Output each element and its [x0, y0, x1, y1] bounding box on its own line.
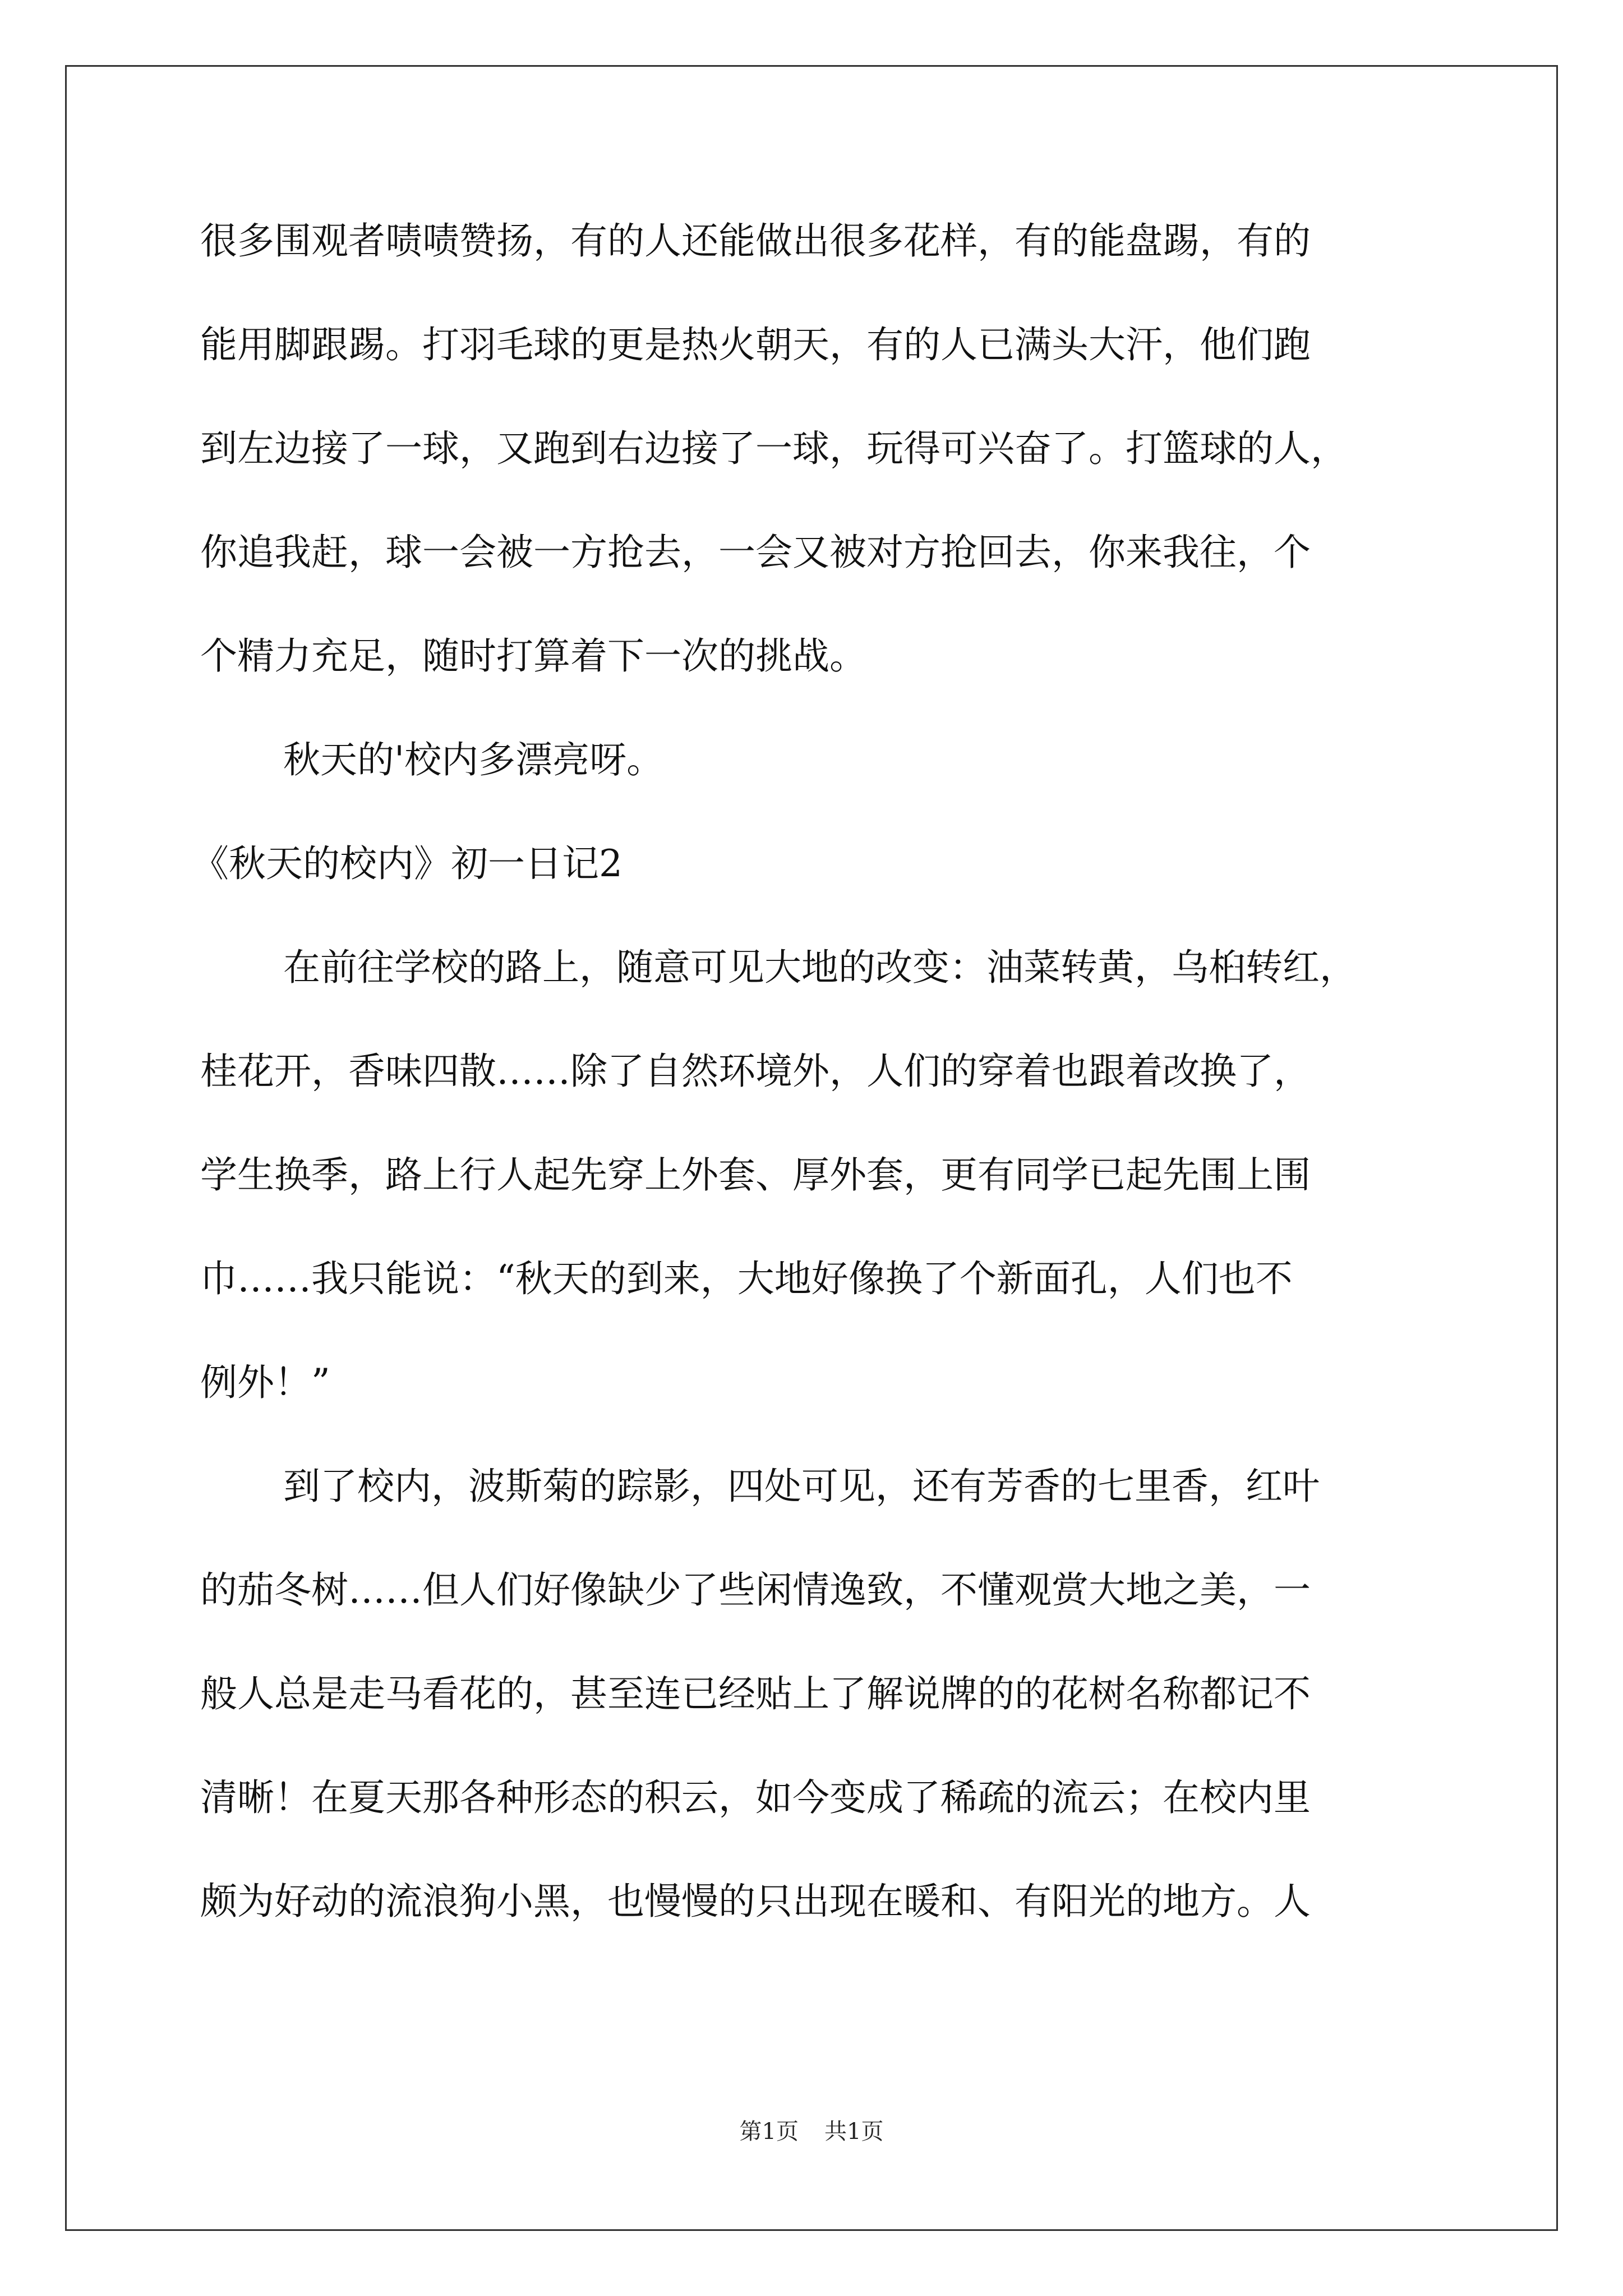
text-line: 到左边接了一球，又跑到右边接了一球，玩得可兴奋了。打篮球的人，	[200, 427, 1348, 470]
text-line: 桂花开，香味四散……除了自然环境外，人们的穿着也跟着改换了，	[200, 1050, 1311, 1093]
text-line: 例外！”	[200, 1361, 330, 1404]
page-footer	[0, 2115, 1623, 2148]
text-line: 清晰！在夏天那各种形态的积云，如今变成了稀疏的流云；在校内里	[200, 1776, 1311, 1819]
text-line: 巾……我只能说：“秋天的到来，大地好像换了个新面孔，人们也不	[200, 1257, 1293, 1300]
text-line: 个精力充足，随时打算着下一次的挑战。	[200, 634, 866, 678]
text-line: 学生换季，路上行人起先穿上外套、厚外套，更有同学已起先围上围	[200, 1153, 1311, 1197]
text-line: 颇为好动的流浪狗小黑，也慢慢的只出现在暖和、有阳光的地方。人	[200, 1880, 1311, 1923]
text-line: 你追我赶，球一会被一方抢去，一会又被对方抢回去，你来我往，个	[200, 531, 1311, 574]
page-number: 第1页	[739, 2119, 799, 2145]
text-line: 般人总是走马看花的，甚至连已经贴上了解说牌的的花树名称都记不	[200, 1672, 1311, 1715]
paragraph-start: 到了校内，波斯菊的踪影，四处可见，还有芳香的七里香，红叶	[283, 1465, 1320, 1508]
page-total: 共1页	[824, 2119, 884, 2145]
text-line: 很多围观者啧啧赞扬，有的人还能做出很多花样，有的能盘踢，有的	[200, 219, 1311, 263]
text-line: 的茄冬树……但人们好像缺少了些闲情逸致，不懂观赏大地之美，一	[200, 1568, 1311, 1612]
text-line: 能用脚跟踢。打羽毛球的更是热火朝天，有的人已满头大汗，他们跑	[200, 323, 1311, 366]
paragraph-start: 秋天的'校内多漂亮呀。	[283, 738, 664, 781]
section-heading: 《秋天的校内》初一日记2	[192, 842, 623, 885]
paragraph-start: 在前往学校的路上，随意可见大地的改变：油菜转黄，乌桕转红，	[283, 946, 1357, 989]
